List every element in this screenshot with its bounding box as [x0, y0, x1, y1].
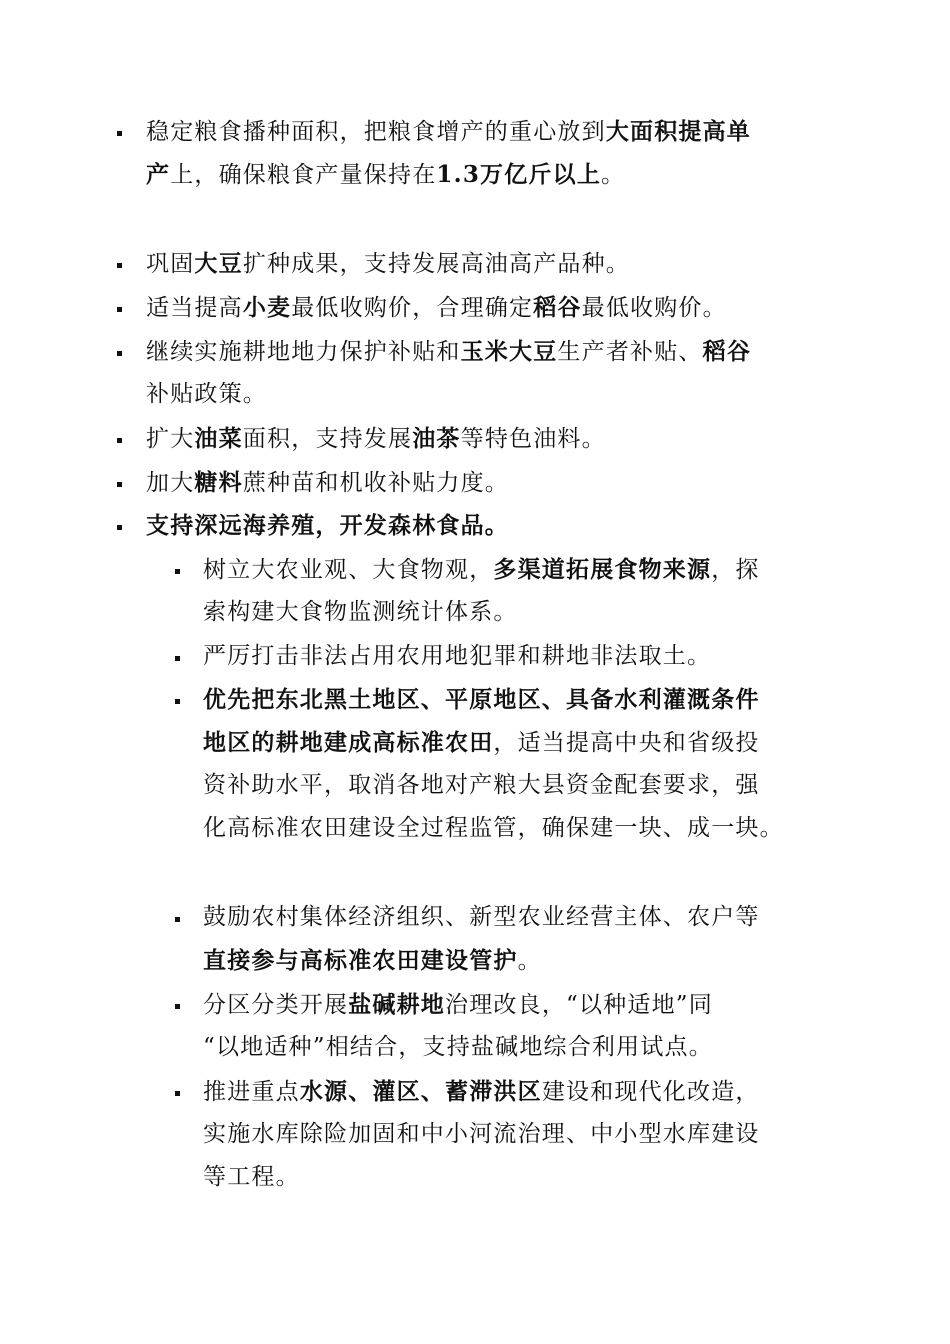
text-line	[203, 548, 843, 591]
sublist-item-water-works	[203, 1070, 843, 1199]
bold-text-segment: 产	[146, 161, 171, 188]
text-segment: 化高标准农田建设全过程监管，确保建一块、成一块。	[203, 815, 784, 841]
text-line	[146, 242, 826, 285]
list-item-deep-sea	[146, 504, 826, 547]
text-segment: 资补助水平，取消各地对产粮大县资金配套要求，强	[203, 772, 760, 798]
text-line	[203, 678, 843, 721]
list-item-wheat-price	[146, 286, 826, 329]
bold-text-segment: 支持深远海养殖，开发森林食品。	[146, 512, 509, 539]
text-segment: 分区分类开展	[203, 992, 349, 1018]
text-segment: 面积，支持发展	[242, 426, 413, 452]
bullet-marker	[175, 1091, 180, 1096]
bold-text-segment: 小麦	[242, 294, 292, 321]
text-segment: 上，确保粮食产量保持在	[170, 162, 437, 188]
text-segment: 蔗种苗和机收补贴力度。	[242, 470, 510, 496]
sublist-item-food-sources	[203, 548, 843, 634]
list-item-sugar	[146, 461, 826, 504]
text-line	[146, 110, 826, 153]
bullet-marker	[175, 569, 180, 574]
sublist-item-illegal-land	[203, 635, 843, 678]
text-segment: 扩大	[146, 426, 195, 452]
bold-text-segment: 大面积提高单	[605, 118, 752, 145]
text-segment: 生产者补贴、	[557, 339, 703, 365]
bullet-marker	[117, 131, 122, 136]
text-line	[203, 764, 843, 807]
list-item-soybean	[146, 242, 826, 285]
bold-text-segment: 稻谷	[533, 294, 582, 321]
bullet-marker	[117, 351, 122, 356]
bold-text-segment: 盐碱耕地	[348, 991, 446, 1018]
text-line	[203, 983, 843, 1026]
list-item-subsidy	[146, 330, 826, 416]
bold-text-segment: 油茶	[412, 425, 461, 452]
text-segment: 稳定粮食播种面积，把粮食增产的重心放到	[146, 119, 606, 145]
text-line	[146, 504, 826, 547]
text-line	[203, 807, 843, 850]
text-line	[146, 330, 826, 373]
text-line	[146, 373, 826, 416]
text-line	[203, 1026, 843, 1069]
bold-text-segment: 1.3万亿斤以上	[436, 161, 602, 188]
text-line	[203, 939, 843, 982]
text-segment: 推进重点	[203, 1079, 300, 1105]
text-line	[146, 286, 826, 329]
bold-text-segment: 玉米大豆	[460, 338, 558, 365]
bold-text-segment: 水源、灌区、蓄滞洪区	[299, 1078, 542, 1105]
bold-text-segment: 稻谷	[702, 338, 752, 365]
list-item-rapeseed	[146, 417, 826, 460]
bullet-marker	[117, 525, 122, 530]
text-line	[203, 1113, 843, 1156]
bold-text-segment: 直接参与高标准农田建设管护	[203, 947, 518, 974]
text-segment: 。	[601, 162, 626, 188]
text-segment: 索构建大食物监测统计体系。	[203, 599, 518, 625]
text-segment: 等特色油料。	[460, 426, 606, 452]
bold-text-segment: 糖料	[194, 469, 243, 496]
text-line	[203, 635, 843, 678]
list-item-grain-area	[146, 110, 826, 196]
text-segment: 补贴政策。	[146, 381, 267, 407]
sublist-item-farmland-priority	[203, 678, 843, 850]
bold-text-segment: 多渠道拓展食物来源	[493, 556, 712, 583]
sublist-item-saline-land	[203, 983, 843, 1069]
text-segment: 。	[517, 948, 542, 974]
text-line	[146, 153, 826, 196]
bold-text-segment: 大豆	[194, 250, 243, 277]
bullet-marker	[117, 438, 122, 443]
text-segment: ，探	[711, 557, 760, 583]
text-segment: 树立大农业观、大食物观，	[203, 557, 494, 583]
text-line	[203, 896, 843, 939]
text-segment: 建设和现代化改造，	[541, 1079, 760, 1105]
text-line	[203, 591, 843, 634]
text-segment: 最低收购价，合理确定	[291, 295, 534, 321]
bold-text-segment: 油菜	[194, 425, 243, 452]
bullet-marker	[175, 699, 180, 704]
bullet-marker	[117, 482, 122, 487]
text-line	[203, 721, 843, 764]
text-segment: 等工程。	[203, 1164, 300, 1190]
bullet-marker	[175, 1004, 180, 1009]
text-segment: 巩固	[146, 251, 195, 277]
text-segment: 加大	[146, 470, 195, 496]
text-segment: “以地适种”相结合，支持盐碱地综合利用试点。	[203, 1034, 713, 1060]
sublist-item-participation	[203, 896, 843, 982]
text-line	[146, 461, 826, 504]
bold-text-segment: 地区的耕地建成高标准农田	[203, 729, 494, 756]
text-segment: 鼓励农村集体经济组织、新型农业经营主体、农户等	[203, 904, 760, 930]
text-line	[203, 1156, 843, 1199]
bullet-marker	[175, 917, 180, 922]
text-segment: 实施水库除险加固和中小河流治理、中小型水库建设	[203, 1121, 760, 1147]
text-segment: 最低收购价。	[581, 295, 727, 321]
text-segment: 继续实施耕地地力保护补贴和	[146, 339, 461, 365]
text-segment: ，适当提高中央和省级投	[493, 730, 760, 756]
bullet-marker	[175, 656, 180, 661]
bullet-marker	[117, 307, 122, 312]
text-segment: 治理改良，“以种适地”同	[445, 992, 713, 1018]
text-line	[203, 1070, 843, 1113]
text-line	[146, 417, 826, 460]
bullet-marker	[117, 263, 122, 268]
text-segment: 严厉打击非法占用农用地犯罪和耕地非法取土。	[203, 643, 712, 669]
text-segment: 扩种成果，支持发展高油高产品种。	[242, 251, 631, 277]
bold-text-segment: 优先把东北黑土地区、平原地区、具备水利灌溉条件	[203, 686, 760, 713]
text-segment: 适当提高	[146, 295, 243, 321]
